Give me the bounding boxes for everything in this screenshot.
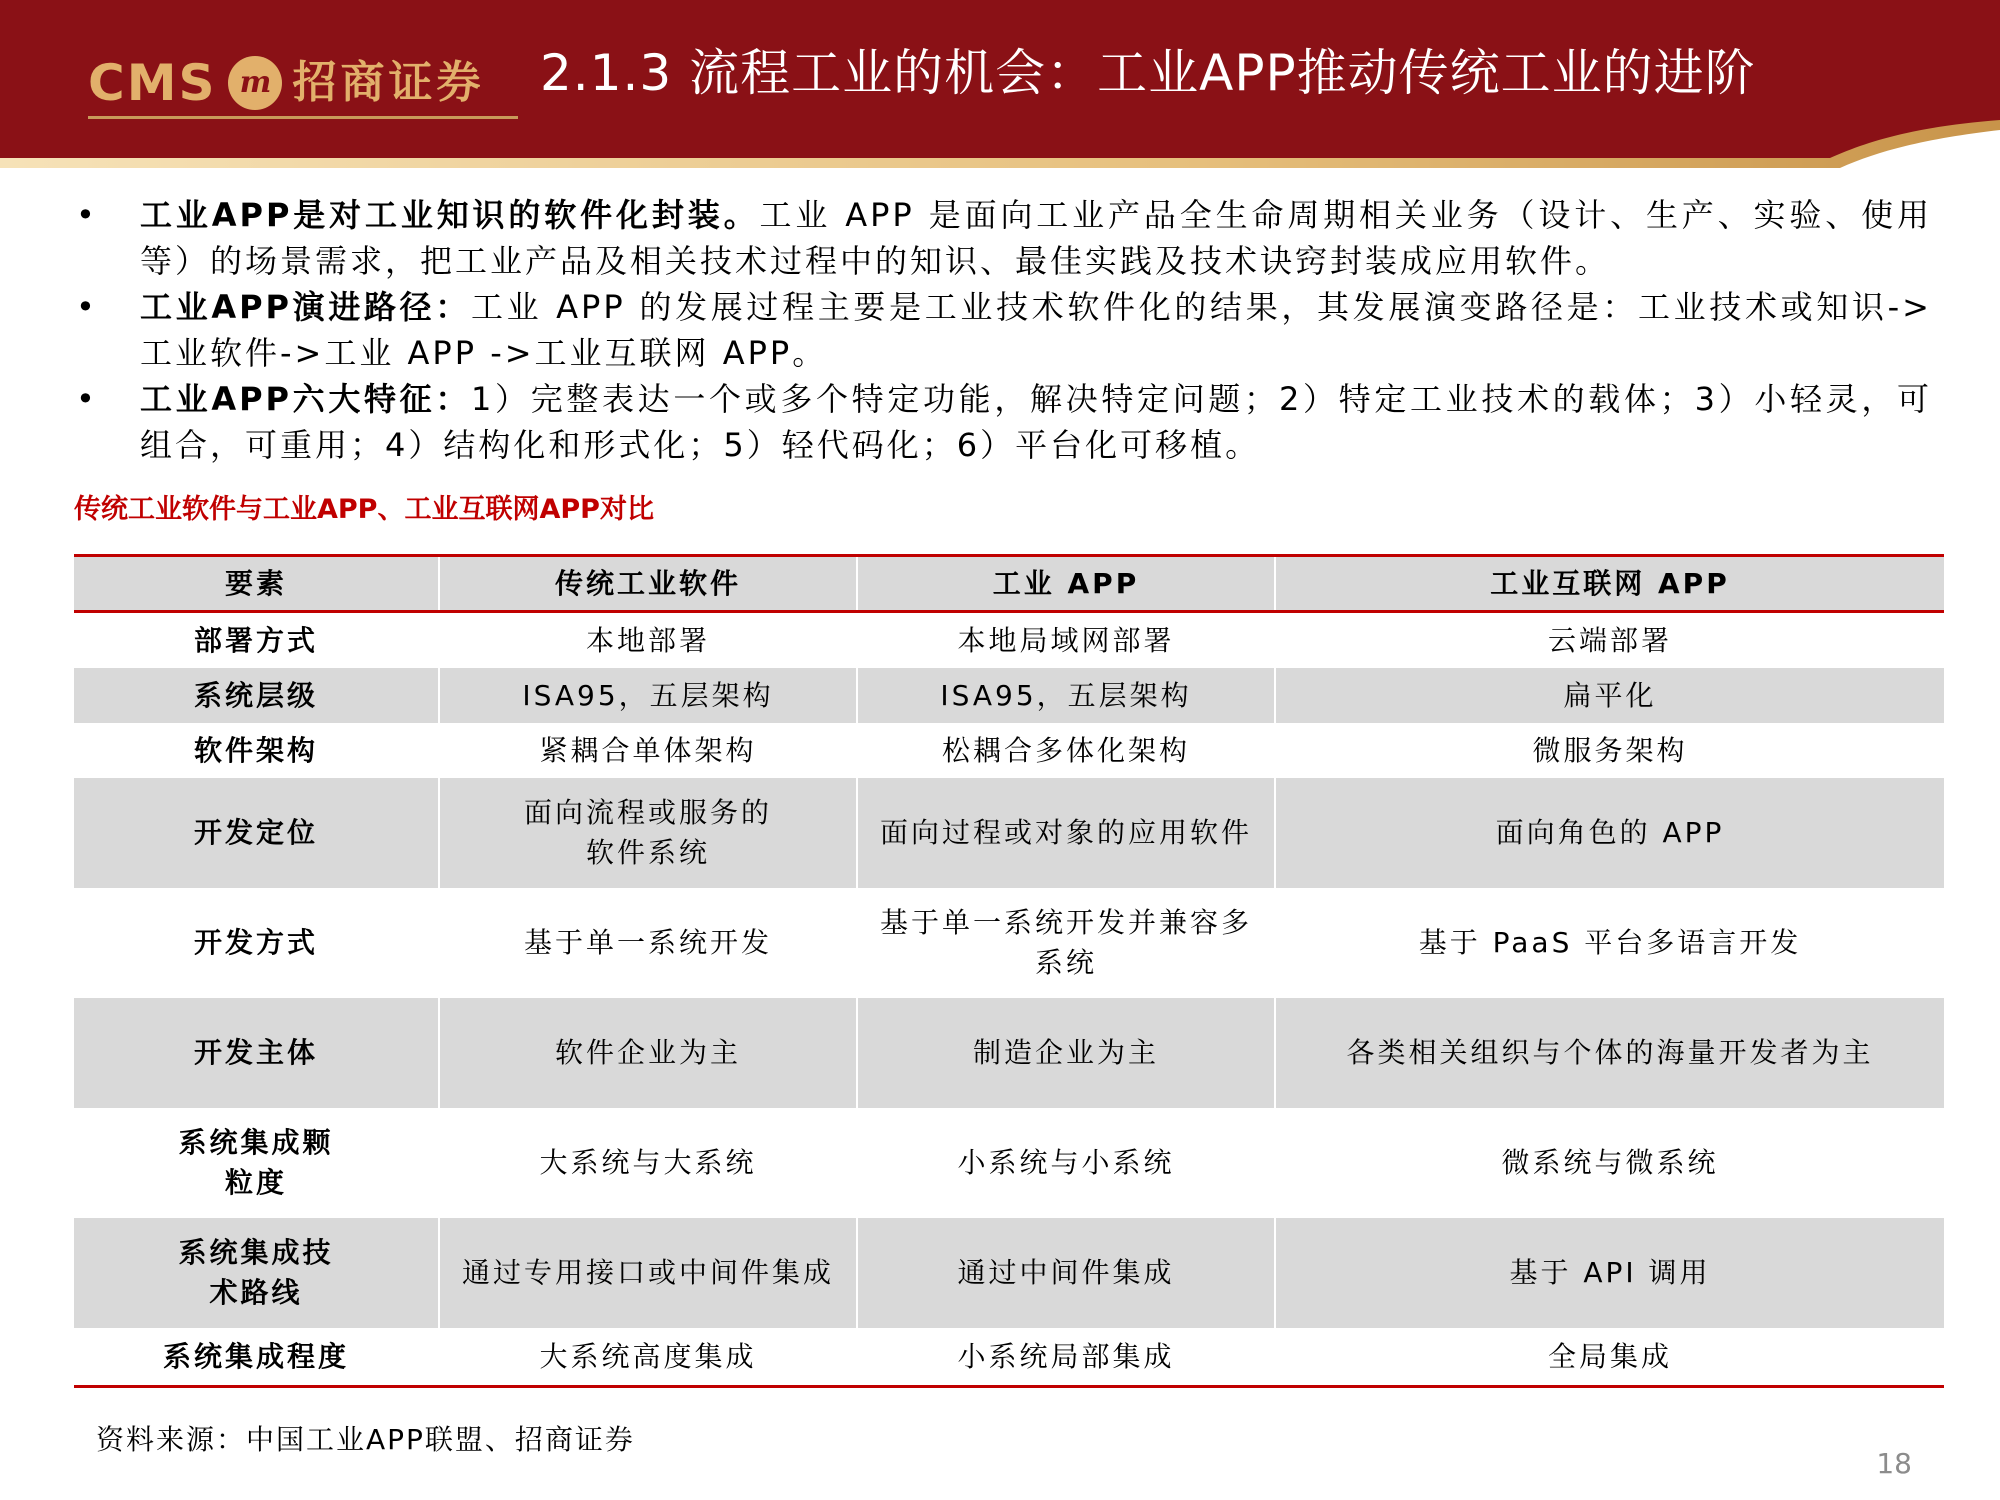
bullet-item [72,376,1932,468]
table-cell: 本地局域网部署 [858,613,1276,668]
table-cell: 全局集成 [1547,1339,1672,1373]
page-title: 2.1.3 流程工业的机会：工业APP推动传统工业的进阶 [540,44,1756,102]
column-header: 传统工业软件 [440,557,858,610]
row-label: 系统集成颗粒度 [74,1108,440,1218]
table-cell: 通过中间件集成 [858,1218,1276,1328]
column-header: 工业 APP [858,557,1276,610]
table-row [74,613,1944,668]
table-cell: 微服务架构 [1532,733,1688,767]
table-cell: 紧耦合单体架构 [440,723,858,778]
row-label: 系统层级 [74,668,440,723]
table-header-row [74,557,1944,613]
row-label: 系统集成程度 [74,1328,440,1385]
logo-chinese-text: 招商证券 [292,57,485,108]
column-header: 要素 [74,557,440,610]
table-cell: ISA95，五层架构 [440,668,858,723]
column-header: 工业互联网 APP [1490,566,1730,600]
table-cell: 软件企业为主 [440,998,858,1108]
bullet-item [72,284,1932,376]
table-cell: 本地部署 [440,613,858,668]
row-label: 开发主体 [74,998,440,1108]
bullet-lead: 工业APP六大特征： [140,380,471,418]
table-cell: 小系统局部集成 [858,1328,1276,1385]
table-row [74,1218,1944,1328]
page-number: 18 [1876,1447,1912,1480]
table-row [74,723,1944,778]
table-row [74,778,1944,888]
bullet-list [72,192,1932,468]
table-row [74,1108,1944,1218]
table-caption: 传统工业软件与工业APP、工业互联网APP对比 [74,494,654,525]
bullet-body: 工业 APP 的发展过程主要是工业技术软件化的结果，其发展演变路径是：工业技术或知识->工业软件->工业 APP ->工业互联网 APP。 [140,288,1932,372]
bullet-lead: 工业APP是对工业知识的软件化封装。 [140,196,760,234]
logo-emblem-icon: m [228,56,282,110]
row-label: 部署方式 [74,613,440,668]
table-cell: 基于 API 调用 [1509,1256,1711,1289]
table-cell: 面向过程或对象的应用软件 [858,778,1276,888]
bullet-body: 工业 APP 是面向工业产品全生命周期相关业务（设计、生产、实验、使用等）的场景需求，把工业产品及相关技术过程中的知识、最佳实践及技术诀窍封装成应用软件。 [140,196,1932,280]
table-cell: 通过专用接口或中间件集成 [440,1218,858,1328]
row-label: 系统集成技术路线 [74,1218,440,1328]
table-cell: 各类相关组织与个体的海量开发者为主 [1346,1036,1874,1069]
bullet-dot-icon: • [76,288,95,326]
comparison-table [74,554,1944,1388]
table-cell: 制造企业为主 [858,998,1276,1108]
logo-latin-text: CMS [88,54,217,112]
table-cell: 基于单一系统开发并兼容多系统 [858,888,1276,998]
table-cell: 基于单一系统开发 [440,888,858,998]
source-note: 资料来源：中国工业APP联盟、招商证券 [96,1423,635,1456]
table-cell: 大系统高度集成 [440,1328,858,1385]
table-cell: 云端部署 [1547,623,1672,657]
table-cell: 面向角色的 APP [1495,816,1725,849]
table-row [74,998,1944,1108]
table-cell: 面向流程或服务的软件系统 [440,778,858,888]
row-label: 开发方式 [74,888,440,998]
bullet-body: 1）完整表达一个或多个特定功能，解决特定问题；2）特定工业技术的载体；3）小轻灵，可组合，可重用；4）结构化和形式化；5）轻代码化；6）平台化可移植。 [140,380,1932,464]
table-cell: 扁平化 [1563,678,1657,712]
table-cell: 基于 PaaS 平台多语言开发 [1418,926,1802,959]
table-cell: 小系统与小系统 [858,1108,1276,1218]
row-label: 开发定位 [74,778,440,888]
bullet-dot-icon: • [76,380,95,418]
bullet-item [72,192,1932,284]
table-row [74,888,1944,998]
table-cell: 大系统与大系统 [440,1108,858,1218]
table-row [74,668,1944,723]
row-label: 软件架构 [74,723,440,778]
table-cell: 松耦合多体化架构 [858,723,1276,778]
bullet-lead: 工业APP演进路径： [140,288,471,326]
header-banner [0,0,2000,178]
bullet-dot-icon: • [76,196,95,234]
table-row [74,1328,1944,1385]
company-logo [88,50,484,116]
table-cell: 微系统与微系统 [1501,1146,1719,1179]
table-cell: ISA95，五层架构 [858,668,1276,723]
logo-underline [88,116,518,119]
